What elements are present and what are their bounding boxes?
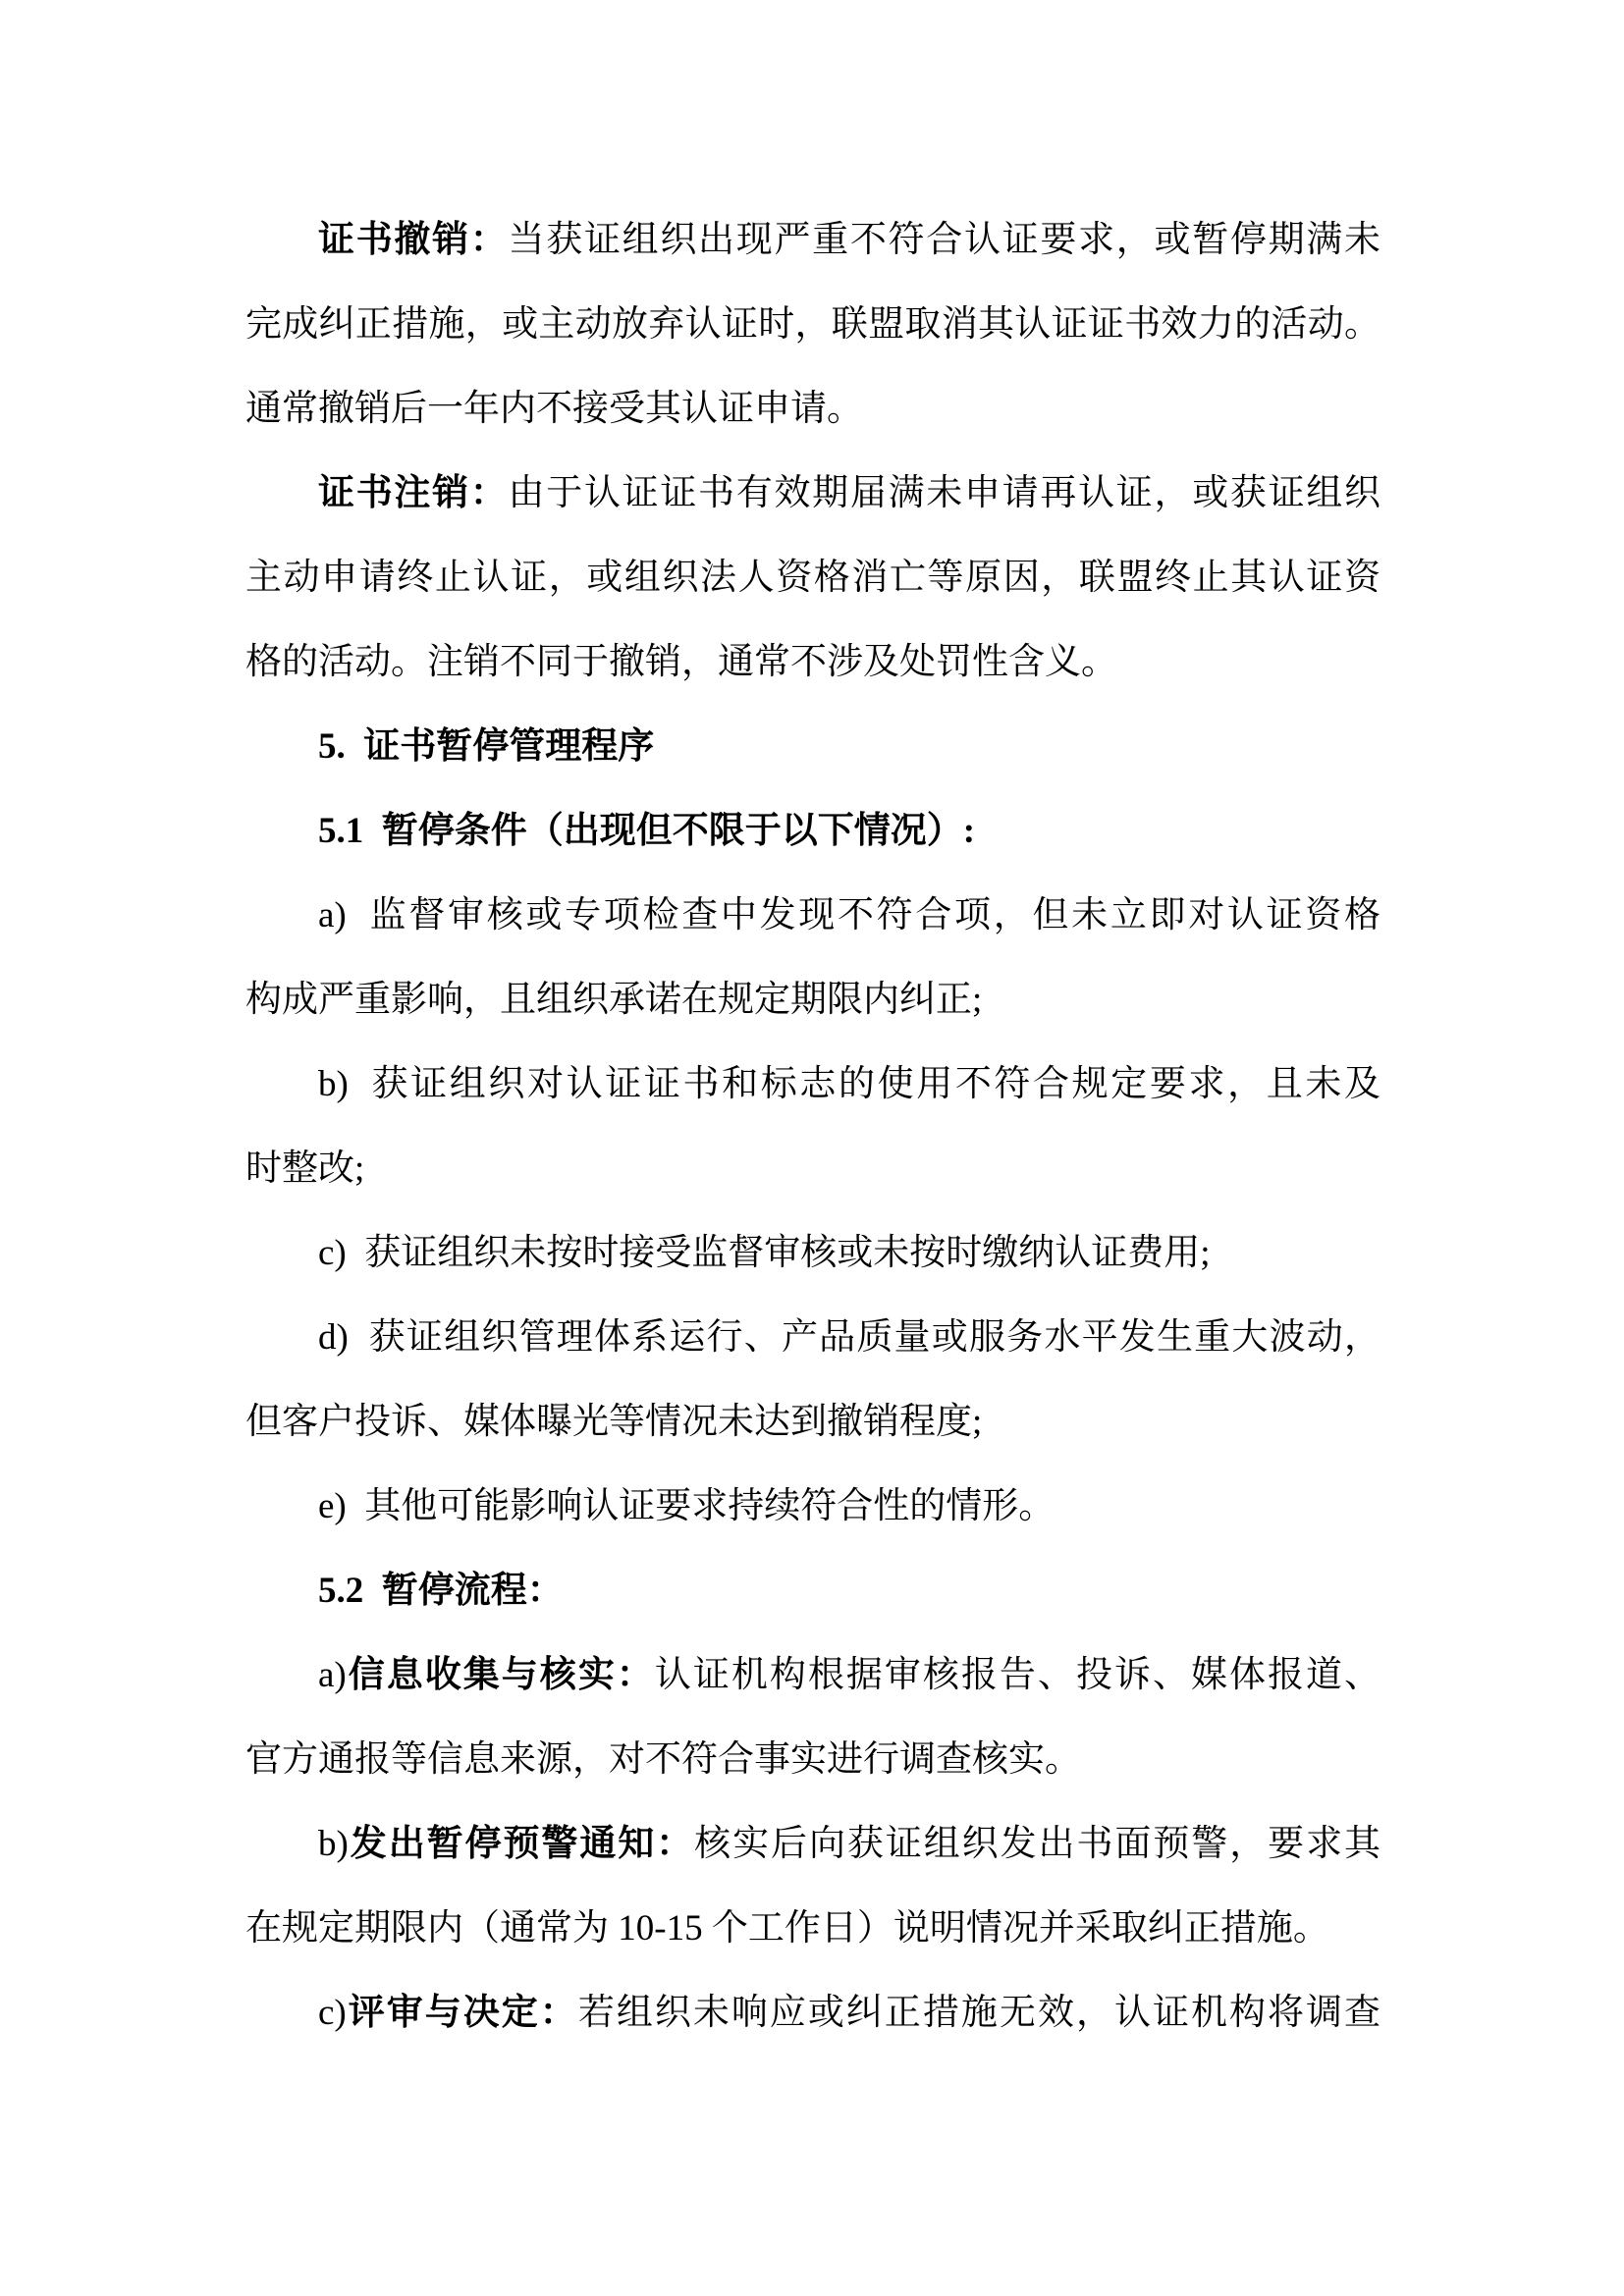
text-run: 认证机构根据审核报告、投诉、媒体报道、: [654, 1655, 1380, 1695]
text-run: e) 其他可能影响认证要求持续符合性的情形。: [318, 1486, 1056, 1526]
text-line: [245, 283, 1380, 367]
text-run: a): [318, 1655, 347, 1695]
bold-text-run: 发出暂停预警通知：: [348, 1824, 695, 1864]
text-run: 官方通报等信息来源，对不符合事实进行调查核实。: [245, 1739, 1081, 1780]
text-run: b) 获证组织对认证证书和标志的使用不符合规定要求，且未及: [318, 1064, 1380, 1104]
text-line: [245, 1971, 1380, 2056]
text-run: 在规定期限内（通常为 10-15 个工作日）说明情况并采取纠正措施。: [245, 1908, 1329, 1949]
text-line: [245, 1887, 1380, 1971]
text-line: [245, 452, 1380, 536]
text-run: d) 获证组织管理体系运行、产品质量或服务水平发生重大波动，: [318, 1317, 1380, 1358]
text-line: [245, 1549, 1380, 1633]
text-line: [245, 198, 1380, 283]
text-line: [245, 1465, 1380, 1549]
bold-text-run: 信息收集与核实：: [346, 1655, 655, 1695]
text-line: [245, 1802, 1380, 1887]
text-run: 当获证组织出现严重不符合认证要求，或暂停期满未: [508, 220, 1380, 260]
text-line: [245, 620, 1380, 705]
text-line: [245, 1380, 1380, 1465]
text-line: [245, 367, 1380, 452]
text-run: 核实后向获证组织发出书面预警，要求其: [694, 1824, 1380, 1864]
bold-text-run: 5.2 暂停流程：: [318, 1571, 564, 1611]
text-line: [245, 705, 1380, 789]
bold-text-run: 证书注销：: [318, 473, 509, 513]
text-line: [245, 958, 1380, 1042]
text-line: [245, 789, 1380, 874]
text-run: a) 监督审核或专项检查中发现不符合项，但未立即对认证资格: [318, 895, 1380, 935]
text-run: 完成纠正措施，或主动放弃认证时，联盟取消其认证证书效力的活动。: [245, 304, 1380, 345]
text-run: 但客户投诉、媒体曝光等情况未达到撤销程度;: [245, 1402, 983, 1442]
text-line: [245, 1211, 1380, 1296]
text-line: [245, 1633, 1380, 1718]
text-run: 由于认证证书有效期届满未申请再认证，或获证组织: [508, 473, 1380, 513]
text-run: 时整改;: [245, 1148, 365, 1189]
text-line: [245, 536, 1380, 620]
text-line: [245, 1296, 1380, 1380]
bold-text-run: 证书撤销：: [318, 220, 509, 260]
text-line: [245, 1127, 1380, 1211]
text-run: 通常撤销后一年内不接受其认证申请。: [245, 389, 863, 429]
text-line: [245, 1042, 1380, 1127]
text-run: 主动申请终止认证，或组织法人资格消亡等原因，联盟终止其认证资: [245, 558, 1380, 598]
text-line: [245, 1718, 1380, 1802]
text-run: 构成严重影响，且组织承诺在规定期限内纠正;: [245, 980, 983, 1020]
text-run: 若组织未响应或纠正措施无效，认证机构将调查: [577, 1993, 1380, 2033]
bold-text-run: 评审与决定：: [346, 1993, 578, 2033]
text-run: c): [318, 1993, 347, 2033]
text-run: 格的活动。注销不同于撤销，通常不涉及处罚性含义。: [245, 642, 1117, 682]
text-run: c) 获证组织未按时接受监督审核或未按时缴纳认证费用;: [318, 1233, 1211, 1273]
text-line: [245, 874, 1380, 958]
text-run: b): [318, 1824, 349, 1864]
bold-text-run: 5. 证书暂停管理程序: [318, 726, 655, 767]
bold-text-run: 5.1 暂停条件（出现但不限于以下情况）:: [318, 811, 976, 851]
document-body: [245, 198, 1380, 2056]
